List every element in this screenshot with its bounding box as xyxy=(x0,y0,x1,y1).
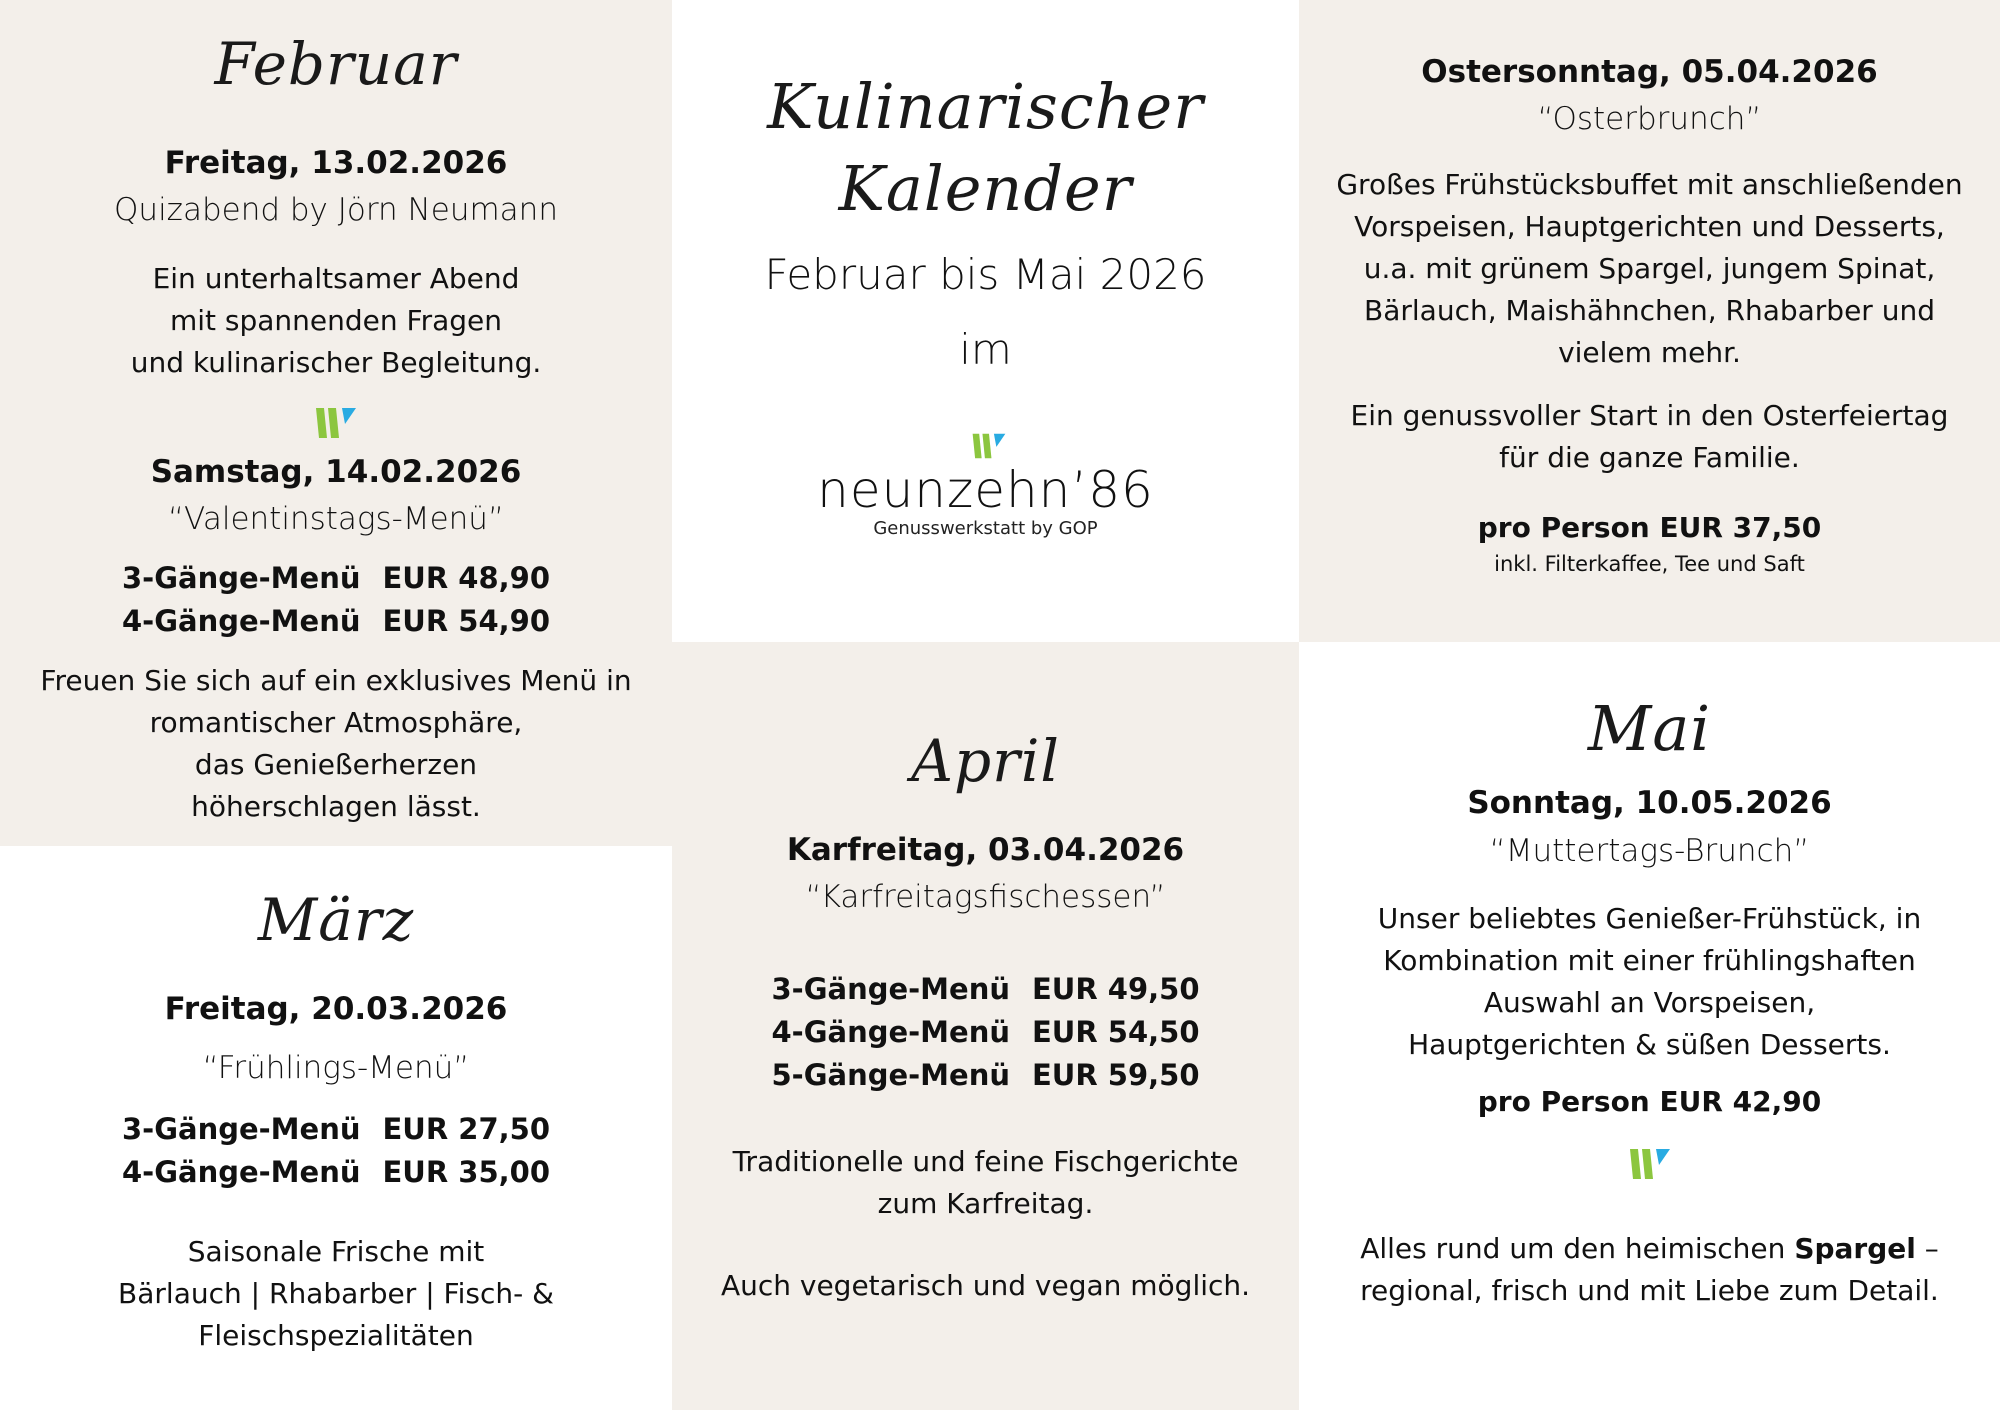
menu-price-list: 3-Gänge-Menü EUR 27,50 4-Gänge-Menü EUR 35,00 xyxy=(121,1112,551,1189)
month-heading-februar: Februar xyxy=(214,30,458,98)
event-date: Ostersonntag, 05.04.2026 xyxy=(1421,54,1878,90)
event-description: Ein genussvoller Start in den Osterfeiertag für die ganze Familie. xyxy=(1350,399,1949,474)
logo-divider-icon xyxy=(0,404,672,444)
logo-wordmark: neunzehn’86 xyxy=(817,461,1154,519)
menu-price-list: 3-Gänge-Menü EUR 49,50 4-Gänge-Menü EUR 54,50 5-Gänge-Menü EUR 59,50 xyxy=(771,972,1200,1092)
title-subtitle: Februar bis Mai 2026 xyxy=(764,250,1207,299)
event-date: Samstag, 14.02.2026 xyxy=(150,454,522,490)
logo-divider-icon xyxy=(1299,1145,2000,1185)
logo-tagline: Genusswerkstatt by GOP xyxy=(873,518,1098,539)
panel-maerz xyxy=(0,846,672,1410)
event-title: “Karfreitagsfischessen” xyxy=(805,879,1166,915)
panel-title xyxy=(672,0,1299,642)
month-heading-april: April xyxy=(911,727,1060,795)
event-description: Freuen Sie sich auf ein exklusives Menü in romantischer Atmosphäre, das Genießerherzen höherschlagen lässt. xyxy=(40,664,632,823)
event-description: Unser beliebtes Genießer-Frühstück, in Kombination mit einer frühlingshaften Auswahl an Vorspeisen, Hauptgerichten & süßen Desserts. xyxy=(1377,902,1922,1061)
menu-price-list: 3-Gänge-Menü EUR 48,90 4-Gänge-Menü EUR 54,90 xyxy=(121,561,551,638)
event-description: Großes Frühstücksbuffet mit anschließenden Vorspeisen, Hauptgerichten und Desserts, u.a. mit grünem Spargel, jungem Spinat, Bärlauch, Maishähnchen, Rhabarber und vielem mehr. xyxy=(1336,168,1963,369)
title-line-2: Kalender xyxy=(838,152,1133,225)
price-per-person: pro Person EUR 37,50 xyxy=(1477,511,1822,544)
month-heading-mai: Mai xyxy=(1587,692,1712,765)
price-per-person: pro Person EUR 42,90 xyxy=(1477,1085,1822,1118)
event-title: “Osterbrunch” xyxy=(1537,101,1762,137)
event-title: “Valentinstags-Menü” xyxy=(167,501,505,537)
event-description: Ein unterhaltsamer Abend mit spannenden Fragen und kulinarischer Begleitung. xyxy=(130,262,542,379)
brand-logo xyxy=(672,430,1299,539)
price-note: inkl. Filterkaffee, Tee und Saft xyxy=(1494,552,1805,576)
panel-mai xyxy=(1299,642,2000,1410)
event-date: Karfreitag, 03.04.2026 xyxy=(786,832,1185,868)
event-date: Sonntag, 10.05.2026 xyxy=(1467,785,1832,821)
event-date: Freitag, 20.03.2026 xyxy=(164,991,508,1027)
event-title: “Frühlings-Menü” xyxy=(202,1050,470,1086)
event-note: Auch vegetarisch und vegan möglich. xyxy=(720,1269,1251,1302)
panel-februar xyxy=(0,0,672,846)
event-date: Freitag, 13.02.2026 xyxy=(164,145,508,181)
panel-april xyxy=(672,642,1299,1410)
neunzehn86-logo-mark-icon xyxy=(678,430,1299,464)
panel-ostersonntag xyxy=(1299,0,2000,642)
event-description: Saisonale Frische mit Bärlauch | Rhabarber | Fisch- & Fleischspezialitäten xyxy=(118,1235,554,1352)
month-heading-maerz: März xyxy=(257,886,415,954)
event-title: Quizabend by Jörn Neumann xyxy=(114,192,558,228)
title-line-1: Kulinarischer xyxy=(767,70,1204,143)
event-title: “Muttertags-Brunch” xyxy=(1489,833,1810,869)
event-description: Traditionelle und feine Fischgerichte zum Karfreitag. xyxy=(732,1145,1239,1220)
event-closing-text: Alles rund um den heimischen Spargel – regional, frisch und mit Liebe zum Detail. xyxy=(1360,1232,1939,1307)
title-im: im xyxy=(959,325,1012,374)
